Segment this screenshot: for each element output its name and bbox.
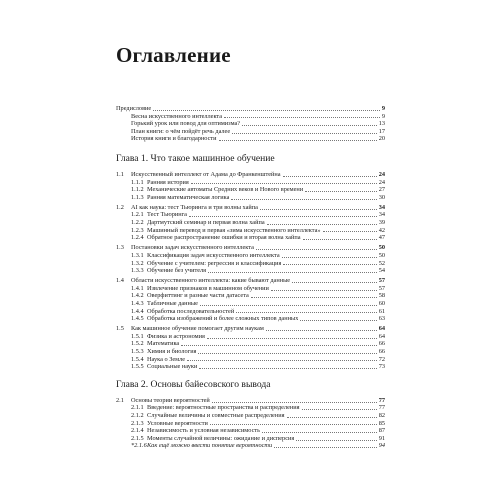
toc-entry[interactable] (116, 186, 385, 194)
toc-entry-page: 39 (378, 219, 385, 227)
toc-entry-page: 58 (378, 292, 385, 300)
dot-leader (282, 257, 377, 258)
dot-leader (199, 368, 376, 369)
toc-entry-number: 1.2.3 (131, 226, 144, 234)
toc-entry-title: Математика (147, 340, 180, 348)
toc-entry[interactable] (116, 363, 385, 371)
toc-entry[interactable] (116, 356, 385, 364)
dot-leader (224, 117, 380, 118)
toc-entry-number: 2.1.4 (131, 427, 144, 435)
toc-entry-number: 2.1.2 (131, 412, 144, 419)
toc-entry-number: 2.1.1 (131, 404, 144, 412)
toc-entry-title: Искусственный интеллект от Адама до Франкенштейна (131, 170, 281, 178)
toc-entry[interactable] (116, 300, 385, 308)
toc-entry-page: 82 (378, 412, 385, 419)
toc-entry-page: 72 (378, 355, 385, 363)
dot-leader (200, 305, 377, 306)
dot-leader (274, 447, 377, 448)
toc-entry[interactable] (116, 308, 385, 316)
toc-entry[interactable] (116, 427, 385, 435)
dot-leader (232, 133, 377, 134)
toc-entry-page: 87 (378, 427, 385, 435)
toc-entry-title: Наука о Земле (147, 355, 186, 363)
toc-entry[interactable] (116, 135, 385, 143)
dot-leader (303, 239, 377, 240)
dot-leader (287, 417, 377, 418)
toc-entry-number: 1.1.1 (131, 178, 144, 186)
toc-entry-title: AI как наука: тест Тьюринга и три волны хайпа (131, 203, 258, 211)
toc-entry-title: Условные вероятности (147, 419, 208, 427)
toc-entry-page: 24 (378, 170, 385, 178)
toc-entry-title: Обучение с учителем: регрессия и классификация (147, 259, 282, 267)
toc-entry-number: 1.1 (116, 170, 124, 178)
toc-entry-page: 64 (378, 325, 385, 333)
toc-entry-number: 1.5.5 (131, 363, 144, 371)
chapter-heading: Глава 1. Что такое машинное обучение (116, 152, 275, 164)
toc-entry-title: Извлечение признаков в машинном обучении (147, 284, 269, 292)
toc-entry-page: 77 (378, 404, 385, 412)
toc-entry-title: Социальные науки (147, 363, 198, 371)
toc-entry[interactable] (116, 435, 385, 443)
toc-entry-number: 2.1.3 (131, 419, 144, 427)
toc-entry[interactable] (116, 397, 385, 405)
toc-entry[interactable] (116, 412, 385, 420)
toc-entry-page: 94 (378, 442, 385, 450)
toc-entry-number: 1.5.4 (131, 355, 144, 363)
toc-entry[interactable] (116, 292, 385, 300)
dot-leader (208, 272, 377, 273)
toc-entry[interactable] (116, 204, 385, 212)
toc-entry-number: 2.1.5 (131, 434, 144, 442)
toc-entry-page: 34 (378, 203, 385, 211)
toc-entry-number: 1.2.1 (131, 211, 144, 219)
toc-entry-number: 1.4 (116, 277, 124, 285)
toc-entry[interactable] (116, 420, 385, 428)
toc-entry[interactable] (116, 171, 385, 179)
toc-entry-title: Оверфиттинг и разные части датасета (147, 292, 249, 300)
toc-entry-title: Классификация задач искусственного интеллекта (147, 251, 280, 259)
dot-leader (189, 216, 377, 217)
toc-entry-number: 1.1.3 (131, 193, 144, 201)
dot-leader (283, 176, 377, 177)
toc-entry-page: 50 (378, 244, 385, 252)
toc-entry-page: 20 (378, 135, 385, 143)
toc-entry[interactable] (116, 234, 385, 242)
toc-entry-title: Весна искусственного интеллекта (131, 112, 223, 120)
dot-leader (212, 402, 377, 403)
toc-entry[interactable] (116, 219, 385, 227)
dot-leader (231, 199, 376, 200)
toc-entry[interactable] (116, 277, 385, 285)
toc-entry-number: 1.4.5 (131, 315, 144, 323)
toc-entry-title: Введение: вероятностные пространства и распределения (147, 404, 300, 412)
toc-entry[interactable] (116, 128, 385, 136)
page-title: Оглавление (116, 43, 231, 67)
toc-entry-page: 9 (381, 105, 385, 112)
toc-entry[interactable] (116, 442, 385, 450)
toc-entry[interactable] (116, 315, 385, 323)
toc-entry-page: 60 (378, 299, 385, 307)
toc-entry-number: 1.5 (116, 325, 124, 333)
dot-leader (302, 409, 377, 410)
toc-entry[interactable] (116, 252, 385, 260)
toc-entry-number: 1.4.2 (131, 292, 144, 300)
toc-entry-title: Как машинное обучение помогает другим наукам (131, 325, 264, 333)
toc-entry-page: 61 (378, 307, 385, 315)
dot-leader (236, 312, 377, 313)
toc-entry-page: 30 (378, 193, 385, 201)
toc-entry-page: 57 (378, 284, 385, 292)
toc-entry[interactable] (116, 244, 385, 252)
toc-entry-page: 63 (378, 315, 385, 323)
toc-entry[interactable] (116, 267, 385, 275)
toc-entry-page: 13 (378, 120, 385, 128)
table-of-contents (116, 105, 385, 450)
toc-entry-number: 1.2.4 (131, 234, 144, 242)
dot-leader (296, 440, 376, 441)
toc-entry[interactable] (116, 194, 385, 202)
toc-entry-title: Физика и астрономия (147, 332, 205, 340)
toc-entry-page: 66 (378, 348, 385, 356)
dot-leader (181, 345, 376, 346)
toc-entry-page: 77 (378, 396, 385, 404)
toc-entry-number: 1.3.3 (131, 267, 144, 275)
dot-leader (305, 191, 377, 192)
toc-entry-number: *2.1.6 (131, 442, 147, 450)
toc-entry-page: 24 (378, 178, 385, 186)
toc-entry-page: 9 (381, 112, 385, 120)
dot-leader (260, 209, 377, 210)
toc-entry-number: 2.1 (116, 396, 124, 404)
toc-entry-title: Тест Тьюринга (147, 211, 187, 219)
toc-entry-title: Предисловие (116, 105, 152, 112)
dot-leader (251, 297, 377, 298)
toc-entry-page: 57 (378, 277, 385, 285)
toc-entry-number: 1.1.2 (131, 186, 144, 194)
toc-entry[interactable] (116, 227, 385, 235)
toc-entry[interactable] (116, 285, 385, 293)
toc-entry-page: 27 (378, 186, 385, 194)
toc-entry[interactable] (116, 211, 385, 219)
dot-leader (198, 353, 376, 354)
toc-entry[interactable] (116, 120, 385, 128)
dot-leader (271, 290, 377, 291)
dot-leader (266, 330, 377, 331)
toc-entry-page: 91 (378, 434, 385, 442)
toc-entry[interactable] (116, 113, 385, 121)
toc-entry-page: 54 (378, 267, 385, 275)
toc-entry-title: Машинный перевод и первая «зима искусственного интеллекта» (147, 226, 321, 234)
toc-entry-page: 52 (378, 259, 385, 267)
toc-entry-title: Обратное распространение ошибки и вторая волна хайпа (147, 234, 301, 242)
dot-leader (256, 249, 377, 250)
toc-entry-title: Постановки задач искусственного интеллекта (131, 244, 254, 252)
toc-entry[interactable] (116, 348, 385, 356)
toc-entry-title: История книги и благодарности (131, 135, 217, 143)
toc-entry-page: 73 (378, 363, 385, 371)
toc-entry-number: 1.5.2 (131, 340, 144, 348)
toc-entry-number: 1.3 (116, 244, 124, 252)
toc-entry[interactable] (116, 105, 385, 113)
toc-entry-title: Дартмутский семинар и первая волна хайпа (147, 219, 265, 227)
dot-leader (300, 320, 376, 321)
toc-entry-page: 50 (378, 251, 385, 259)
toc-entry-page: 17 (378, 127, 385, 135)
dot-leader (207, 338, 377, 339)
toc-entry-title: Ранняя история (147, 178, 189, 186)
toc-entry-title: Обучение без учителя (147, 267, 207, 275)
toc-entry[interactable] (116, 340, 385, 348)
toc-entry-number: 1.5.3 (131, 348, 144, 356)
toc-entry-number: 1.5.1 (131, 332, 144, 340)
toc-entry-title: Моменты случайной величины: ожидание и дисперсия (147, 434, 295, 442)
toc-entry[interactable] (116, 333, 385, 341)
toc-entry-number: 1.4.3 (131, 299, 144, 307)
dot-leader (210, 424, 377, 425)
toc-entry-page: 42 (378, 226, 385, 234)
toc-entry-title: Обработка последовательностей (147, 307, 235, 315)
toc-entry-title: Случайные величины и совместные распределения (147, 412, 285, 419)
toc-entry-number: 1.3.2 (131, 259, 144, 267)
dot-leader (242, 125, 377, 126)
toc-entry-title: Области искусственного интеллекта: какие бывают данные (131, 277, 291, 285)
toc-entry-title: Обработка изображений и более сложных типов данных (147, 315, 299, 323)
toc-entry[interactable] (116, 404, 385, 412)
toc-entry-title: Химия и биология (147, 348, 197, 356)
toc-entry-title: Независимость и условная независимость (147, 427, 261, 435)
toc-entry-title: Механические автоматы Средних веков и Нового времени (147, 186, 304, 194)
toc-entry-page: 66 (378, 340, 385, 348)
dot-leader (187, 360, 377, 361)
chapter-heading: Глава 2. Основы байесовского вывода (116, 378, 271, 390)
toc-entry-page: 85 (378, 419, 385, 427)
toc-entry-title: Основы теории вероятностей (131, 396, 210, 404)
dot-leader (219, 140, 377, 141)
dot-leader (191, 183, 377, 184)
toc-entry-title: План книги: о чём пойдёт речь далее (131, 127, 231, 135)
dot-leader (323, 231, 377, 232)
toc-entry-title: Ранняя математическая логика (147, 193, 230, 201)
toc-entry-number: 1.2.2 (131, 219, 144, 227)
toc-entry[interactable] (116, 325, 385, 333)
toc-entry-title: Как ещё можно ввести понятие вероятности (147, 442, 273, 450)
toc-entry-page: 64 (378, 332, 385, 340)
dot-leader (283, 264, 376, 265)
toc-entry-number: 1.4.1 (131, 284, 144, 292)
toc-entry[interactable] (116, 260, 385, 268)
toc-entry-page: 47 (378, 234, 385, 242)
toc-entry-number: 1.3.1 (131, 251, 144, 259)
toc-entry-number: 1.2 (116, 203, 124, 211)
dot-leader (292, 282, 377, 283)
toc-entry[interactable] (116, 179, 385, 187)
toc-entry-title: Табличные данные (147, 299, 198, 307)
toc-entry-number: 1.4.4 (131, 307, 144, 315)
dot-leader (267, 224, 377, 225)
dot-leader (262, 432, 377, 433)
toc-entry-title: Горький урок или повод для оптимизма? (131, 120, 241, 128)
dot-leader (153, 110, 380, 111)
toc-entry-page: 34 (378, 211, 385, 219)
